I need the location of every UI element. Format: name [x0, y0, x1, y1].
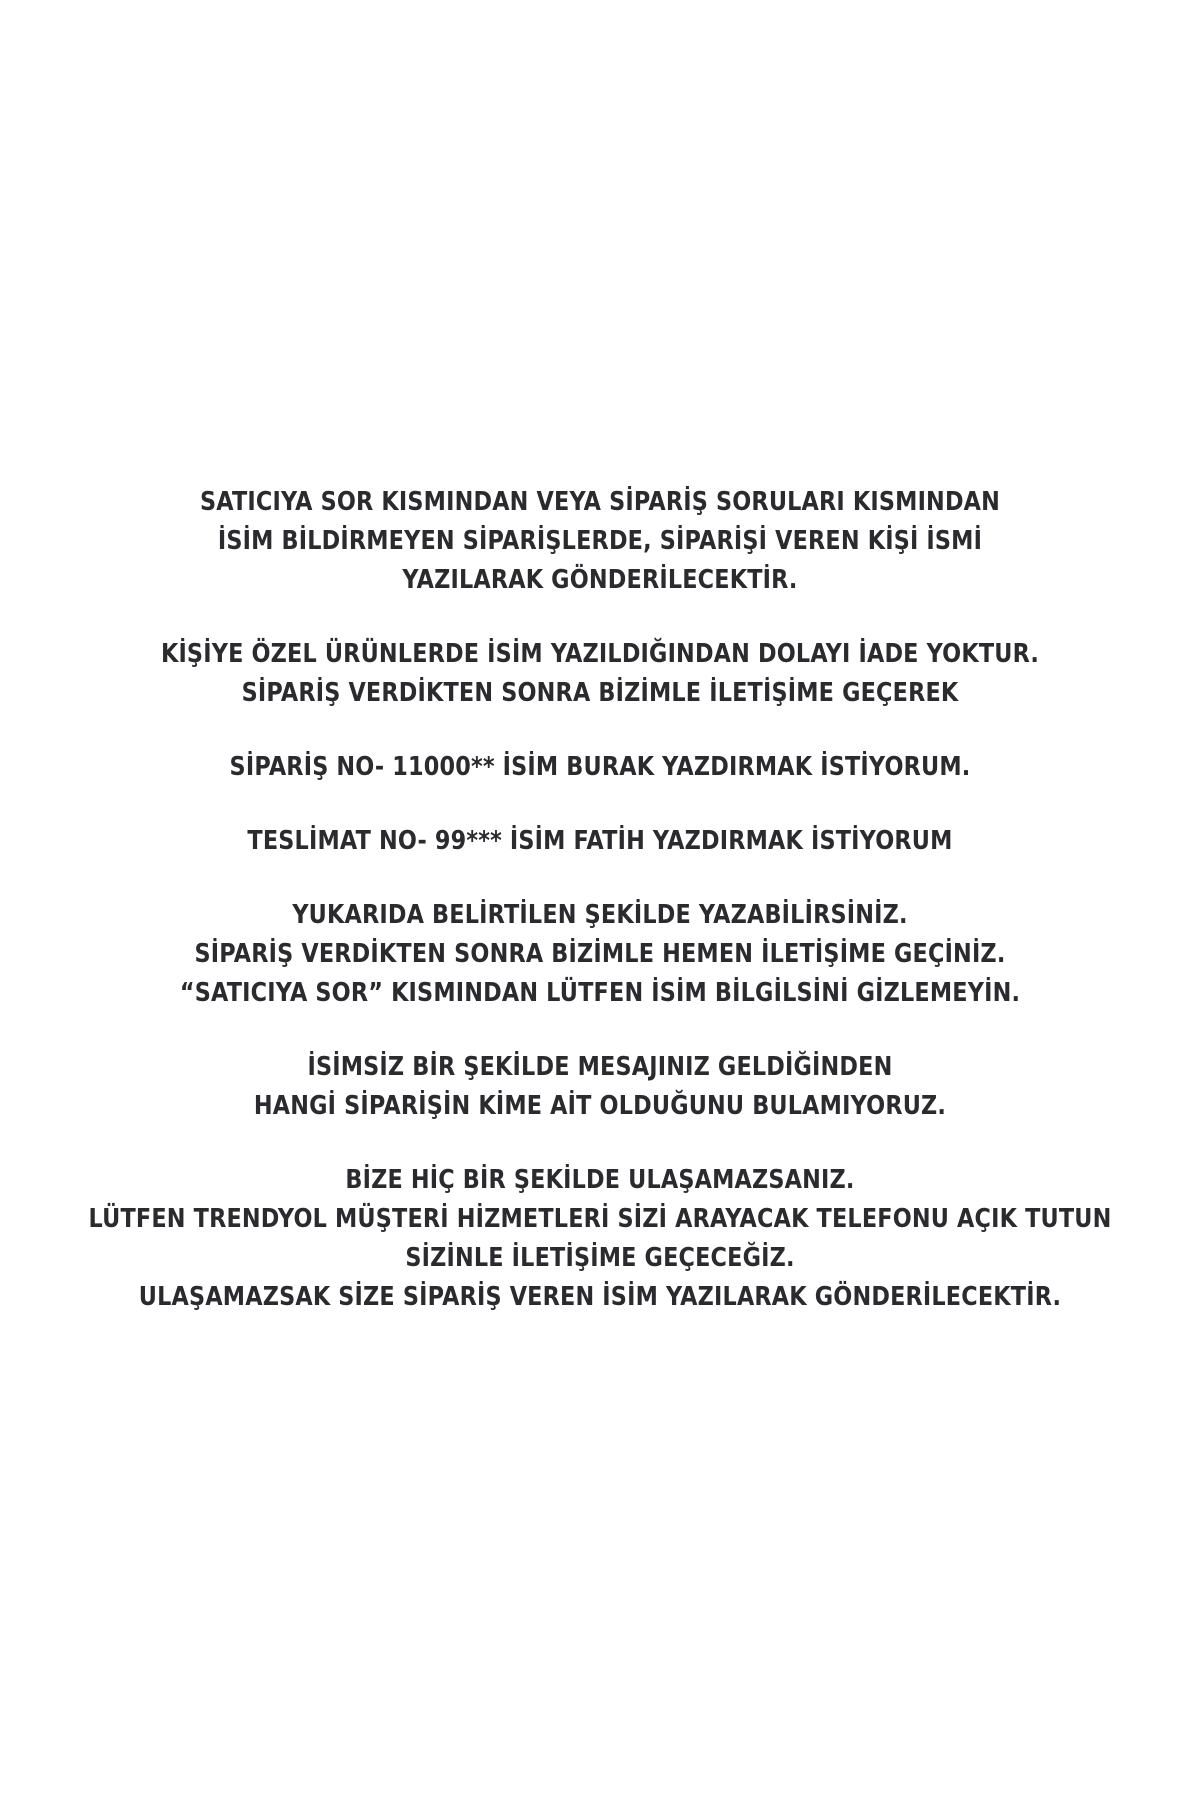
- paragraph-anonymous-messages: [84, 1048, 1116, 1126]
- notice-line: SİPARİŞ VERDİKTEN SONRA BİZİMLE İLETİŞİME GEÇEREK: [241, 678, 959, 708]
- notice-line: LÜTFEN TRENDYOL MÜŞTERİ HİZMETLERİ SİZİ ARAYACAK TELEFONU AÇIK TUTUN: [88, 1204, 1112, 1234]
- notice-line: ULAŞAMAZSAK SİZE SİPARİŞ VEREN İSİM YAZILARAK GÖNDERİLECEKTİR.: [138, 1282, 1062, 1312]
- order-name-notice: [84, 483, 1116, 1317]
- paragraph-delivery-example: [84, 822, 1116, 861]
- notice-line: YUKARIDA BELİRTİLEN ŞEKİLDE YAZABİLİRSİNİZ.: [292, 900, 908, 930]
- paragraph-order-example: [84, 748, 1116, 787]
- notice-line: “SATICIYA SOR” KISMINDAN LÜTFEN İSİM BİLGİLSİNİ GİZLEMEYİN.: [179, 978, 1021, 1008]
- notice-line: SİZİNLE İLETİŞİME GEÇECEĞİZ.: [405, 1243, 795, 1273]
- notice-line: İSİMSİZ BİR ŞEKİLDE MESAJINIZ GELDİĞİNDEN: [307, 1052, 893, 1082]
- notice-line: SİPARİŞ VERDİKTEN SONRA BİZİMLE HEMEN İLETİŞİME GEÇİNİZ.: [194, 939, 1006, 969]
- notice-line: İSİM BİLDİRMEYEN SİPARİŞLERDE, SİPARİŞİ VEREN KİŞİ İSMİ: [217, 526, 983, 556]
- notice-line: KİŞİYE ÖZEL ÜRÜNLERDE İSİM YAZILDIĞINDAN DOLAYI İADE YOKTUR.: [160, 639, 1040, 669]
- notice-line: YAZILARAK GÖNDERİLECEKTİR.: [402, 565, 798, 595]
- paragraph-instructions: [84, 896, 1116, 1013]
- notice-line: SİPARİŞ NO- 11000** İSİM BURAK YAZDIRMAK İSTİYORUM.: [229, 752, 971, 782]
- notice-line: BİZE HİÇ BİR ŞEKİLDE ULAŞAMAZSANIZ.: [345, 1165, 855, 1195]
- notice-line: HANGİ SİPARİŞİN KİME AİT OLDUĞUNU BULAMIYORUZ.: [253, 1091, 947, 1121]
- paragraph-ask-seller: [84, 483, 1116, 600]
- paragraph-no-returns: [84, 635, 1116, 713]
- notice-line: TESLİMAT NO- 99*** İSİM FATİH YAZDIRMAK İSTİYORUM: [247, 826, 953, 856]
- notice-line: SATICIYA SOR KISMINDAN VEYA SİPARİŞ SORULARI KISMINDAN: [199, 487, 1001, 517]
- paragraph-unreachable: [84, 1161, 1116, 1317]
